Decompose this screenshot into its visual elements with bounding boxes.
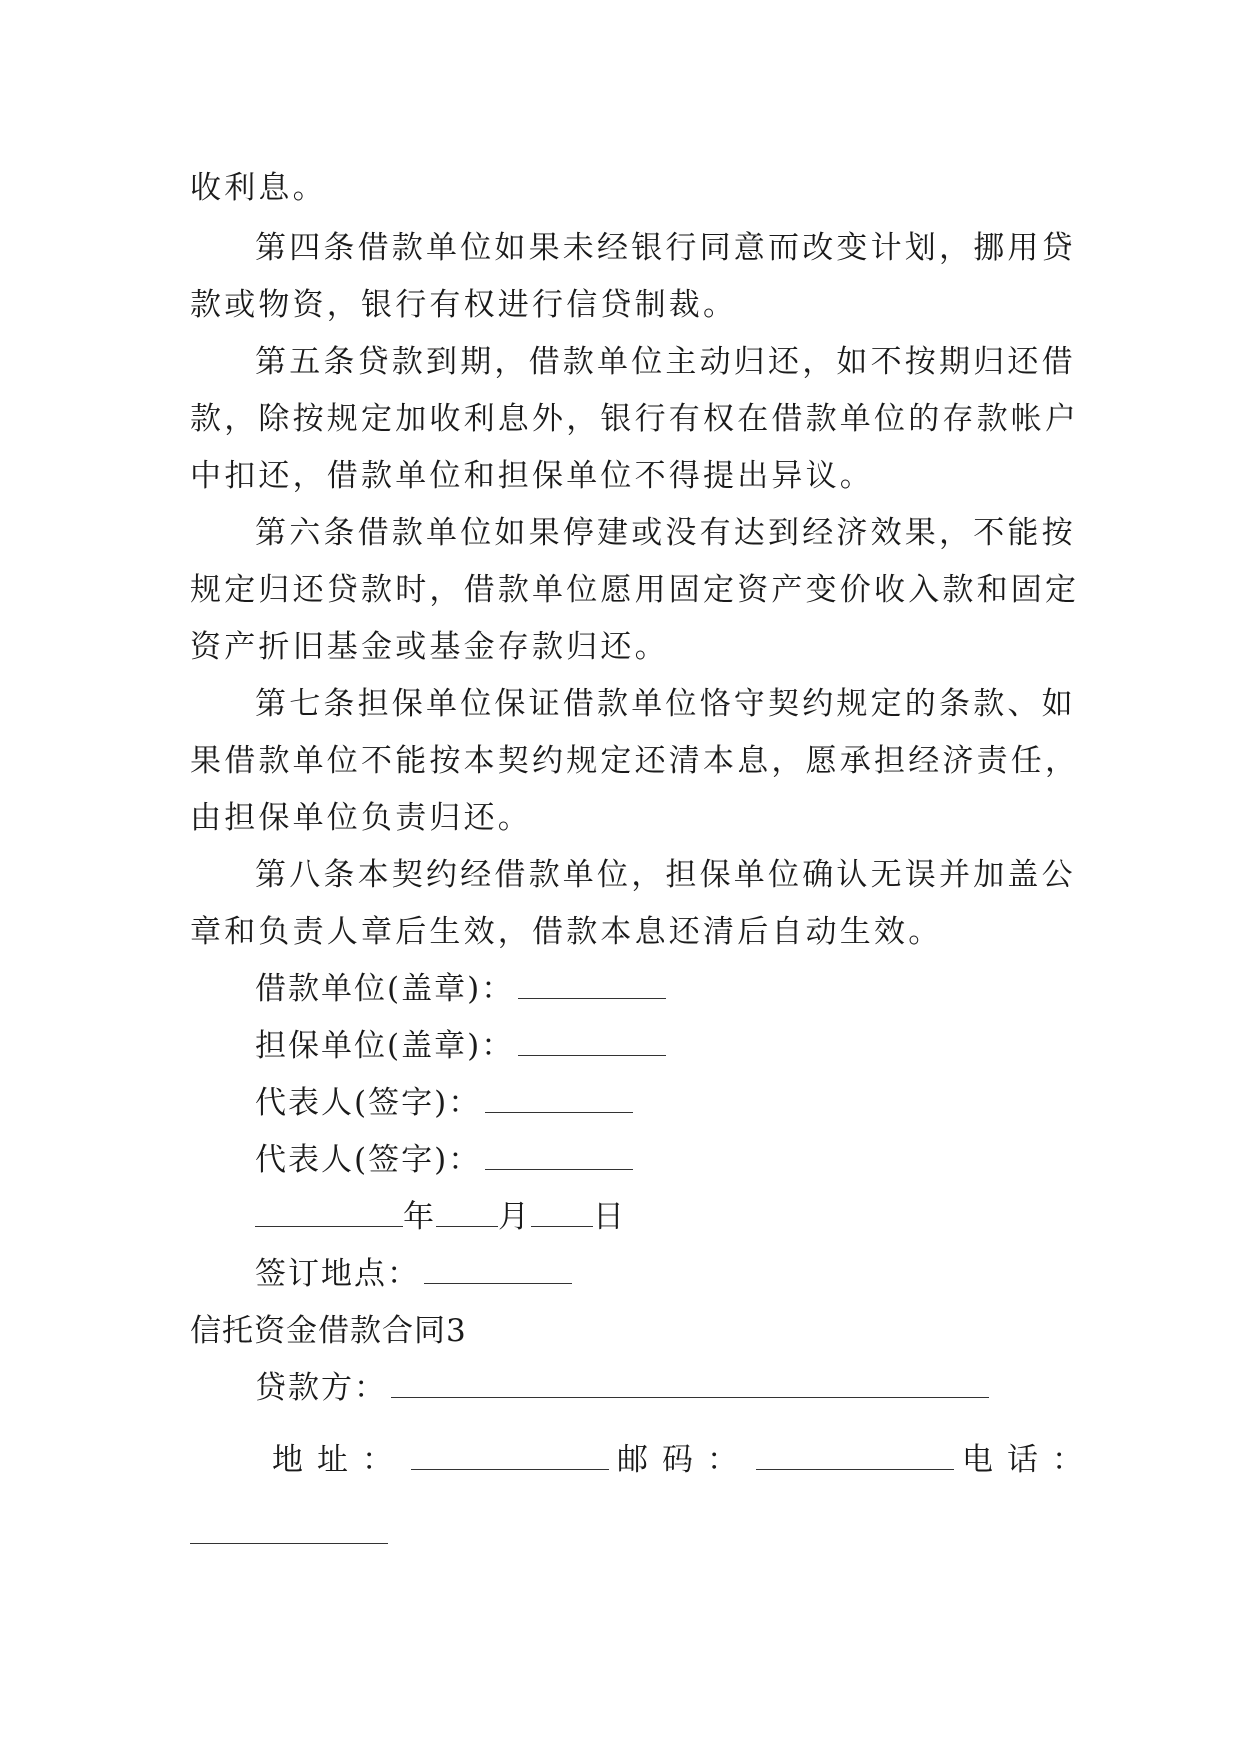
article-5-line-2: 款，除按规定加收利息外，银行有权在借款单位的存款帐户 — [190, 401, 1080, 437]
day-label: 日 — [593, 1199, 626, 1235]
day-blank[interactable] — [531, 1198, 593, 1227]
representative-2-row — [255, 1140, 1135, 1180]
phone-label: 电话： — [962, 1442, 1097, 1478]
representative-2-blank[interactable] — [485, 1141, 633, 1170]
lender-blank[interactable] — [391, 1369, 989, 1398]
lender-contact-row — [272, 1440, 1152, 1480]
date-row — [255, 1197, 1135, 1237]
article-5-line-3: 中扣还，借款单位和担保单位不得提出异议。 — [190, 458, 874, 494]
borrower-seal-label: 借款单位(盖章)： — [255, 971, 515, 1007]
article-6-line-3: 资产折旧基金或基金存款归还。 — [190, 629, 669, 665]
representative-1-blank[interactable] — [485, 1084, 633, 1113]
borrower-seal-row — [255, 969, 1135, 1009]
guarantor-seal-blank[interactable] — [518, 1027, 666, 1056]
phone-blank[interactable] — [190, 1543, 388, 1544]
postcode-blank[interactable] — [756, 1441, 954, 1470]
paragraph-line: 收利息。 — [190, 170, 327, 206]
article-8-line-2: 章和负责人章后生效，借款本息还清后自动生效。 — [190, 914, 943, 950]
article-4-line-1: 第四条借款单位如果未经银行同意而改变计划，挪用贷 — [255, 230, 1076, 266]
article-7-line-1: 第七条担保单位保证借款单位恪守契约规定的条款、如 — [255, 686, 1076, 722]
lender-label: 贷款方： — [255, 1370, 387, 1406]
postcode-label: 邮码： — [617, 1442, 752, 1478]
borrower-seal-blank[interactable] — [518, 970, 666, 999]
month-label: 月 — [498, 1199, 531, 1235]
guarantor-seal-row — [255, 1026, 1135, 1066]
signing-place-blank[interactable] — [424, 1255, 572, 1284]
year-label: 年 — [403, 1199, 436, 1235]
address-blank[interactable] — [411, 1441, 609, 1470]
article-7-line-2: 果借款单位不能按本契约规定还清本息，愿承担经济责任， — [190, 743, 1080, 779]
representative-2-label: 代表人(签字)： — [255, 1142, 482, 1178]
article-5-line-1: 第五条贷款到期，借款单位主动归还，如不按期归还借 — [255, 344, 1076, 380]
month-blank[interactable] — [436, 1198, 498, 1227]
article-6-line-1: 第六条借款单位如果停建或没有达到经济效果，不能按 — [255, 515, 1076, 551]
article-7-line-3: 由担保单位负责归还。 — [190, 800, 532, 836]
signing-place-label: 签订地点： — [255, 1256, 420, 1292]
signing-place-row — [255, 1254, 1135, 1294]
article-4-line-2: 款或物资，银行有权进行信贷制裁。 — [190, 287, 738, 323]
guarantor-seal-label: 担保单位(盖章)： — [255, 1028, 515, 1064]
year-blank[interactable] — [255, 1198, 403, 1227]
address-label: 地址： — [272, 1442, 407, 1478]
representative-1-label: 代表人(签字)： — [255, 1085, 482, 1121]
article-8-line-1: 第八条本契约经借款单位，担保单位确认无误并加盖公 — [255, 857, 1076, 893]
lender-row — [255, 1368, 1135, 1408]
article-6-line-2: 规定归还贷款时，借款单位愿用固定资产变价收入款和固定 — [190, 572, 1080, 608]
contract-section-title: 信托资金借款合同3 — [190, 1313, 467, 1349]
representative-1-row — [255, 1083, 1135, 1123]
